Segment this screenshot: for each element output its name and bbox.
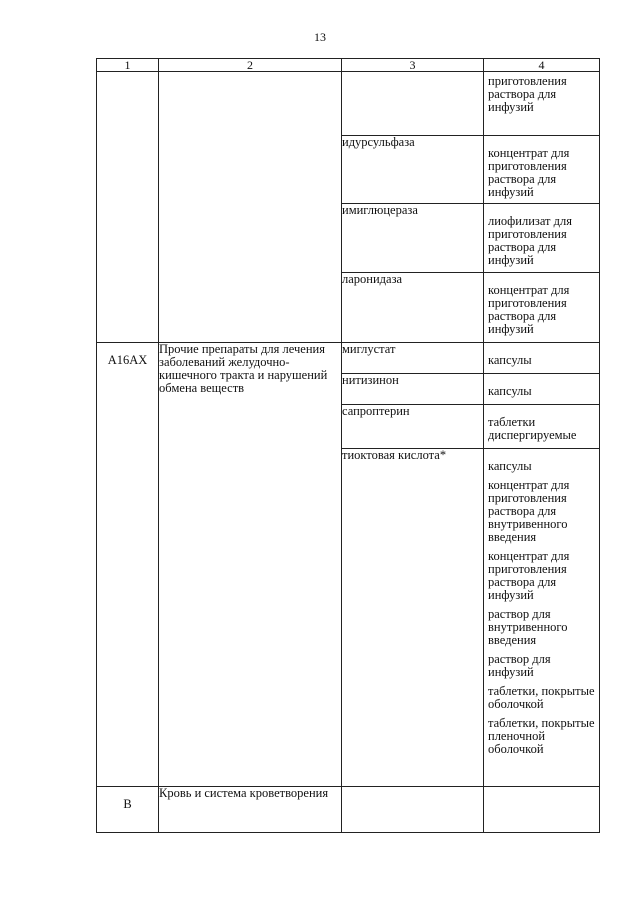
drug-name-cell xyxy=(342,787,484,833)
dosage-form: раствор для инфузий xyxy=(488,652,551,679)
column-header: 3 xyxy=(342,59,484,72)
group-name-cell xyxy=(159,72,342,343)
drug-name-cell: ларонидаза xyxy=(342,273,484,343)
form-cell xyxy=(484,374,600,405)
page-number: 13 xyxy=(314,30,326,44)
form-cell xyxy=(484,449,600,787)
dosage-form: таблетки, покрытые оболочкой xyxy=(488,684,595,711)
form-cell xyxy=(484,405,600,449)
form-cell xyxy=(484,787,600,833)
group-name-cell: Кровь и система кроветворения xyxy=(159,787,342,833)
dosage-form: приготовления раствора для инфузий xyxy=(488,74,567,114)
dosage-form: концентрат для приготовления раствора для инфузий xyxy=(488,146,570,199)
drug-name-cell: идурсульфаза xyxy=(342,136,484,204)
drug-name-cell: миглустат xyxy=(342,343,484,374)
table-row xyxy=(97,787,600,833)
dosage-form: таблетки диспергируемые xyxy=(488,415,577,442)
drug-name-cell xyxy=(342,72,484,136)
form-cell xyxy=(484,204,600,273)
drug-name-cell: нитизинон xyxy=(342,374,484,405)
dosage-form: концентрат для приготовления раствора для инфузий xyxy=(488,283,570,336)
dosage-form: капсулы xyxy=(488,459,532,473)
column-header: 4 xyxy=(484,59,600,72)
drug-table xyxy=(96,58,600,833)
table-header-row xyxy=(97,59,600,72)
column-header: 2 xyxy=(159,59,342,72)
form-cell xyxy=(484,273,600,343)
table-row xyxy=(97,72,600,136)
code-cell xyxy=(97,72,159,343)
atc-code-cell: B xyxy=(97,787,159,833)
dosage-form: таблетки, покрытые пленочной оболочкой xyxy=(488,716,595,756)
table-row xyxy=(97,343,600,374)
dosage-form: раствор для внутривенного введения xyxy=(488,607,568,647)
drug-name-cell: сапроптерин xyxy=(342,405,484,449)
form-cell xyxy=(484,343,600,374)
atc-code-cell: A16AX xyxy=(97,343,159,787)
dosage-form: капсулы xyxy=(488,353,532,367)
form-cell xyxy=(484,72,600,136)
drug-name-cell: тиоктовая кислота* xyxy=(342,449,484,787)
column-header: 1 xyxy=(97,59,159,72)
form-cell xyxy=(484,136,600,204)
dosage-form: концентрат для приготовления раствора для внутривенного введения xyxy=(488,478,570,544)
dosage-form: лиофилизат для приготовления раствора для инфузий xyxy=(488,214,572,267)
drug-name-cell: имиглюцераза xyxy=(342,204,484,273)
dosage-form: капсулы xyxy=(488,384,532,398)
group-name-cell: Прочие препараты для лечения заболеваний желудочно-кишечного тракта и нарушений обмена веществ xyxy=(159,343,342,787)
dosage-form: концентрат для приготовления раствора для инфузий xyxy=(488,549,570,602)
